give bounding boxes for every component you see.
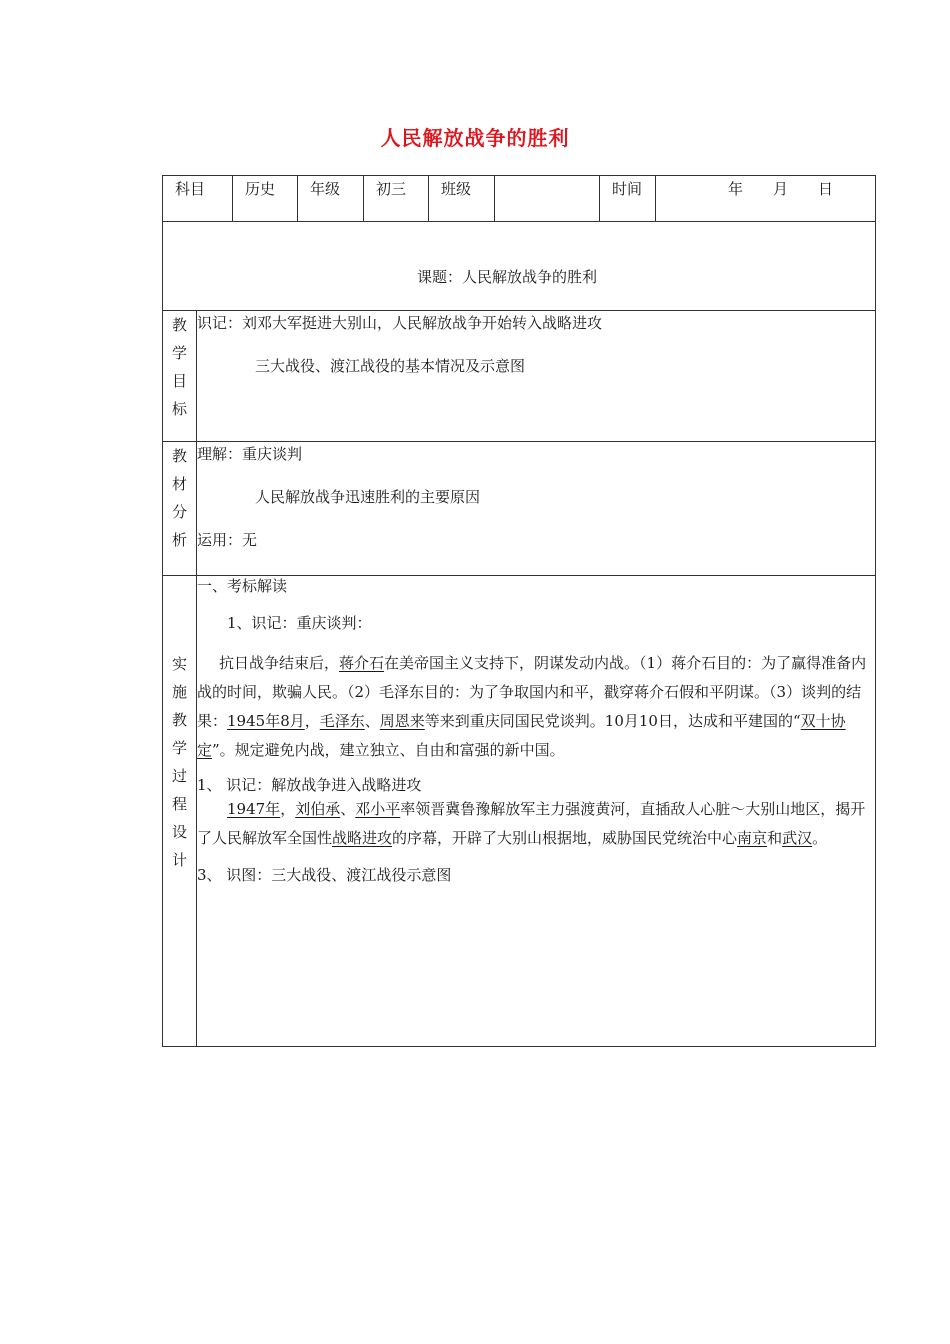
paragraph-offensive: 1947年，刘伯承、邓小平率领晋冀鲁豫解放军主力强渡黄河，直插敌人心脏～大别山地区，揭开了人民解放军全国性战略进攻的序幕，开辟了大别山根据地，威胁国民党统治中心南京和武汉。 (197, 800, 866, 847)
subsection-1: 1、识记：重庆谈判： (227, 614, 372, 632)
topic-row (163, 222, 876, 311)
goals-line-2: 三大战役、渡江战役的基本情况及示意图 (255, 357, 526, 375)
class-value (495, 176, 599, 178)
goals-row (163, 311, 876, 442)
goals-line-1: 识记：刘邓大军挺进大别山，人民解放战争开始转入战略进攻 (197, 314, 603, 332)
class-label: 班级 (441, 180, 472, 198)
lesson-topic: 课题：人民解放战争的胜利 (417, 268, 598, 286)
analysis-line-1: 理解：重庆谈判 (197, 445, 303, 463)
goals-side-label: 教 学 目 标 (163, 311, 197, 442)
lesson-plan-table (162, 175, 876, 1047)
date-value: 年 月 日 (728, 180, 834, 198)
header-row (163, 176, 876, 222)
document-title: 人民解放战争的胜利 (380, 126, 570, 150)
analysis-row (163, 442, 876, 576)
subsection-3: 3、 识图：三大战役、渡江战役示意图 (197, 866, 452, 884)
subject-value: 历史 (245, 180, 276, 198)
grade-label: 年级 (310, 180, 341, 198)
process-side-label: 实 施 教 学 过 程 设 计 (163, 576, 197, 1047)
grade-value: 初三 (376, 180, 407, 198)
process-row (163, 576, 876, 1047)
subject-label: 科目 (175, 180, 206, 198)
analysis-side-label: 教 材 分 析 (163, 442, 197, 576)
analysis-line-3: 运用：无 (197, 531, 258, 549)
time-label: 时间 (612, 180, 643, 198)
section-heading: 一、考标解读 (197, 577, 288, 595)
subsection-2: 1、 识记：解放战争进入战略进攻 (197, 776, 422, 794)
paragraph-chongqing: 抗日战争结束后，蒋介石在美帝国主义支持下，阴谋发动内战。（1）蒋介石目的：为了赢得准备内战的时间，欺骗人民。（2）毛泽东目的：为了争取国内和平，戳穿蒋介石假和平阴谋。（3）谈判的结果：1945年8月，毛泽东、周恩来等来到重庆同国民党谈判。10月10日，达成和平建国的“双十协定”。规定避免内战，建立独立、自由和富强的新中国。 (197, 654, 867, 759)
analysis-line-2: 人民解放战争迅速胜利的主要原因 (255, 488, 481, 506)
